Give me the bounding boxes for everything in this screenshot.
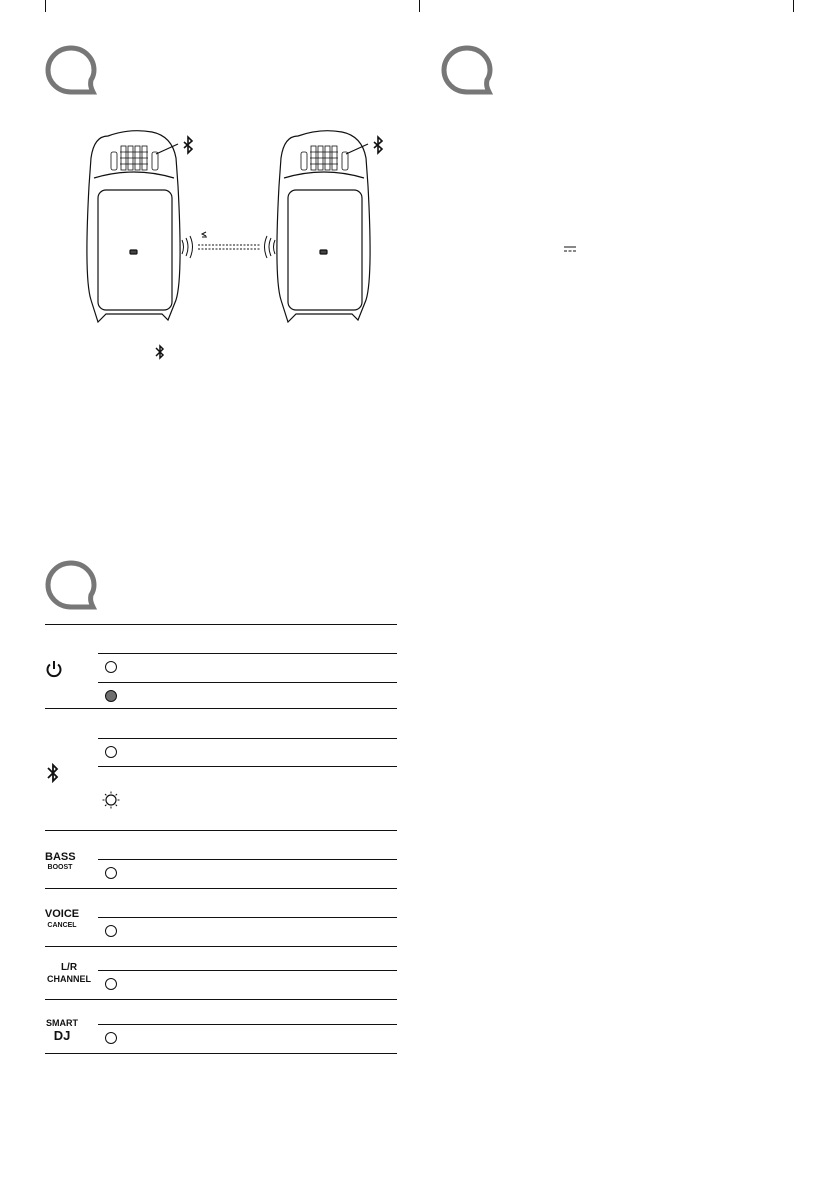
left-speaker: [87, 131, 180, 322]
dc-symbol-icon: [563, 245, 577, 253]
bass-label-main: BASS: [45, 851, 76, 863]
table-rule: [45, 888, 397, 889]
table-rule: [45, 1053, 397, 1054]
table-rule: [45, 946, 397, 947]
speech-bubble-icon: [45, 45, 97, 95]
lr-label-sub: CHANNEL: [47, 974, 91, 984]
table-rule: [98, 653, 397, 654]
table-rule: [45, 999, 397, 1000]
led-off-indicator: [105, 746, 117, 758]
crop-mark-right: [793, 0, 794, 12]
lr-channel-label: [44, 963, 94, 984]
bluetooth-icon: [47, 763, 59, 783]
led-off-indicator: [105, 1032, 117, 1044]
bluetooth-icon: [155, 344, 165, 360]
wireless-link-icon: [182, 232, 275, 258]
voice-cancel-label: [44, 909, 80, 929]
crop-mark-center: [419, 0, 420, 12]
led-on-indicator: [105, 690, 117, 702]
led-blinking-icon: [102, 791, 120, 809]
table-rule: [98, 970, 397, 971]
speech-bubble-icon: [441, 45, 493, 95]
led-off-indicator: [105, 925, 117, 937]
voice-label-main: VOICE: [44, 908, 80, 920]
led-off-indicator: [105, 867, 117, 879]
smart-label-main: SMART: [46, 1018, 78, 1028]
dj-label-sub: DJ: [53, 1028, 71, 1043]
table-rule: [98, 859, 397, 860]
bluetooth-icon: [374, 137, 382, 153]
lr-label-main: L/R: [60, 962, 78, 973]
right-speaker: [277, 131, 370, 322]
power-icon: [45, 659, 63, 679]
bass-boost-label: [45, 852, 75, 871]
crop-mark-left: [45, 0, 46, 12]
table-rule: [98, 917, 397, 918]
table-rule: [98, 766, 397, 767]
led-off-indicator: [105, 661, 117, 673]
voice-label-sub: CANCEL: [47, 922, 77, 929]
speaker-pair-illustration: [80, 128, 400, 328]
table-rule: [45, 830, 397, 831]
bass-label-sub: BOOST: [47, 864, 73, 871]
speech-bubble-icon: [45, 560, 97, 610]
table-rule: [45, 708, 397, 709]
led-off-indicator: [105, 978, 117, 990]
table-rule: [45, 624, 397, 625]
table-rule: [98, 738, 397, 739]
smart-dj-label: [45, 1019, 79, 1042]
table-rule: [98, 682, 397, 683]
bluetooth-icon: [184, 137, 192, 153]
table-rule: [98, 1024, 397, 1025]
